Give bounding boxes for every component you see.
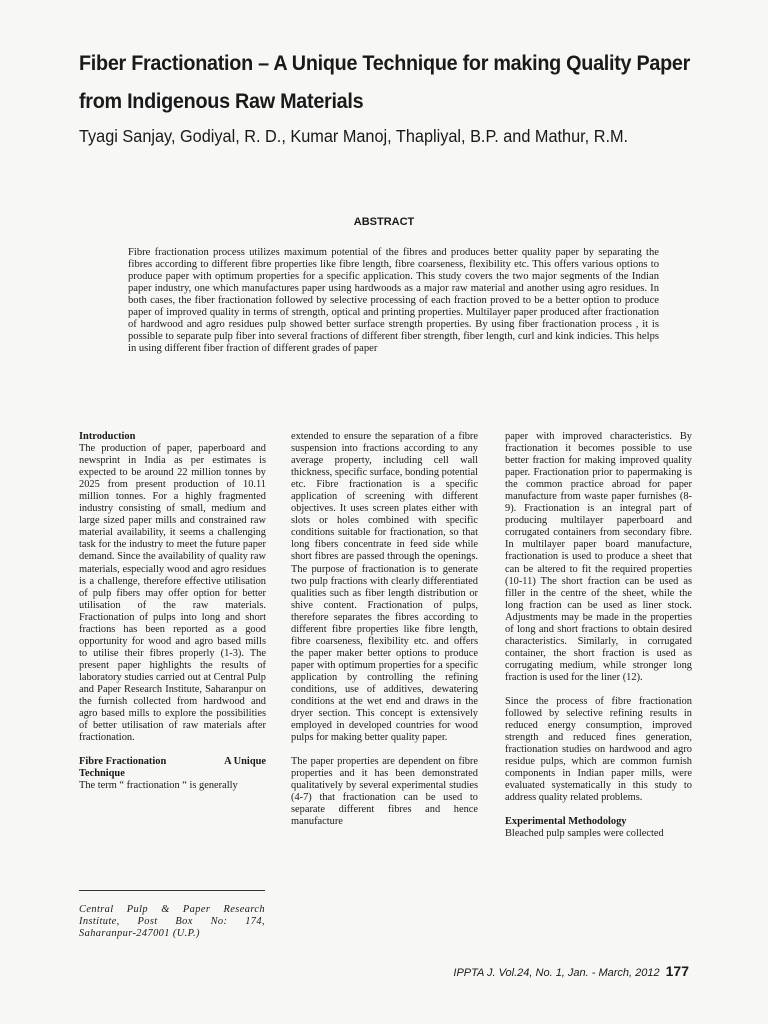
- page-number: 177: [665, 963, 689, 979]
- column-2-paragraph-1: extended to ensure the separation of a fibre suspension into fractions according to any average property, including cell wall thickness, specific surface, bonding potential etc. Fibre fractionation is a specific application of screening with different objectives. It uses screen plates either with slots or holes combined with specific conditions suitable for fractionation, so that long fibers concentrate in feed side while short fibres are passed through the openings. The purpose of fractionation is to generate two pulp fractions with clearly differentiated qualities such as fiber length distribution or shive content. Fractionation of pulps, therefore separates the fibres according to different fibre properties like fibre length, fibre coarseness, flexibility etc. and offers the paper maker better options to produce paper with optimum properties for a specific application by controlling the refining conditions, use of additives, dewatering conditions at the wet end and draws in the dryer section. This concept is extensively employed in developed countries for wood pulps for making better quality paper.: [291, 431, 478, 744]
- section-heading-part-c: Technique: [79, 768, 125, 780]
- column-3: [505, 431, 692, 853]
- column-1: [79, 431, 266, 804]
- journal-citation: IPPTA J. Vol.24, No. 1, Jan. - March, 2012: [453, 967, 660, 979]
- affiliation-footnote: Central Pulp & Paper Research Institute, Post Box No: 174, Saharanpur-247001 (U.P.): [79, 904, 265, 940]
- page-footer: [453, 963, 689, 979]
- section-heading-part-b: A Unique: [224, 756, 266, 768]
- author-list: Tyagi Sanjay, Godiyal, R. D., Kumar Manoj, Thapliyal, B.P. and Mathur, R.M.: [79, 126, 629, 146]
- column-3-paragraph-2: Since the process of fibre fractionation followed by selective refining results in reduced energy consumption, improved strength and reduced fines generation, fractionation studies on hardwood and agro residue pulps, which are common furnish components in Indian paper mills, were evaluated systematically in this study to address quality related problems.: [505, 695, 692, 804]
- section-heading-part-a: Fibre Fractionation: [79, 756, 167, 768]
- section-text: The term “ fractionation “ is generally: [79, 780, 238, 792]
- column-3-paragraph-1: paper with improved characteristics. By fractionation it becomes possible to use better fraction for making improved quality paper. Fractionation prior to papermaking is the common practice abroad for paper manufacture from waste paper furnishes (8-9). Fractionation is an integral part of producing multilayer paperboard and corrugated containers from secondary fibre. In multilayer paper board manufacture, fractionation is used to produce a sheet that can be altered to fit the required properties (10-11) The short fraction can be used as filler in the centre of the sheet, while the long fraction can be used as liner stock. Adjustments may be made in the properties of long and short fractions to obtain desired characteristics. Similarly, in corrugated container, the short fraction is used as corrugating medium, while stronger long fraction is used for the liner (12).: [505, 431, 692, 683]
- introduction-heading: Introduction: [79, 431, 136, 442]
- paper-title: Fiber Fractionation – A Unique Technique for making Quality Paper from Indigenous Raw Materials: [79, 51, 691, 113]
- section-heading-fibre-fractionation: [79, 756, 266, 768]
- column-2: [291, 431, 478, 841]
- introduction-text: The production of paper, paperboard and newsprint in India as per estimates is expected to be around 22 million tonnes by 2025 from present production of 10.11 million tonnes. For a highly fragmented industry consisting of small, medium and large sized paper mills and constrained raw material availability, it seems a challenging task for the industry to meet the future paper demand. Since the availability of quality raw materials, especially wood and agro residues is a challenge, therefore effective utilisation of pulp fibers may offer option for better utilisation of the raw materials. Fractionation of pulps into long and short fractions has been reported as a good opportunity for wood and agro based mills to utilise their fibres properly (1-3). The present paper highlights the results of laboratory studies carried out at Central Pulp and Paper Research Institute, Saharanpur on the furnish collected from hardwood and agro based mills to explore the possibilities of better utilisation of raw materials after fractionation.: [79, 443, 266, 744]
- experimental-methodology-text: Bleached pulp samples were collected: [505, 828, 664, 840]
- footnote-divider: [79, 890, 265, 891]
- column-2-paragraph-2: The paper properties are dependent on fibre properties and it has been demonstrated qualitatively by several experimental studies (4-7) that fractionation can be used to separate different fibres and hence manufacture: [291, 756, 478, 828]
- experimental-methodology-heading: Experimental Methodology: [505, 816, 627, 828]
- abstract-heading: ABSTRACT: [353, 216, 415, 228]
- abstract-body: Fibre fractionation process utilizes maximum potential of the fibres and produces better quality paper by separating the fibres according to different fibre properties like fibre length, fibre coarseness, flexibility etc. This offers various options to produce paper with optimum properties for a specific application. This study covers the two major segments of the Indian paper industry, one which manufactures paper using hardwoods as a major raw material and another using agro residues. In both cases, the fiber fractionation followed by selective processing of each fraction proved to be a better option to produce paper of improved quality in terms of strength, optical and printing properties. Multilayer paper produced after fractionation of hardwood and agro residues pulp showed better surface strength properties. By using fiber fractionation process , it is possible to separate pulp fiber into several fractions of different fiber strength, fiber length, curl and kink indicies. This helps in using different fiber fraction of different grades of paper: [128, 247, 659, 355]
